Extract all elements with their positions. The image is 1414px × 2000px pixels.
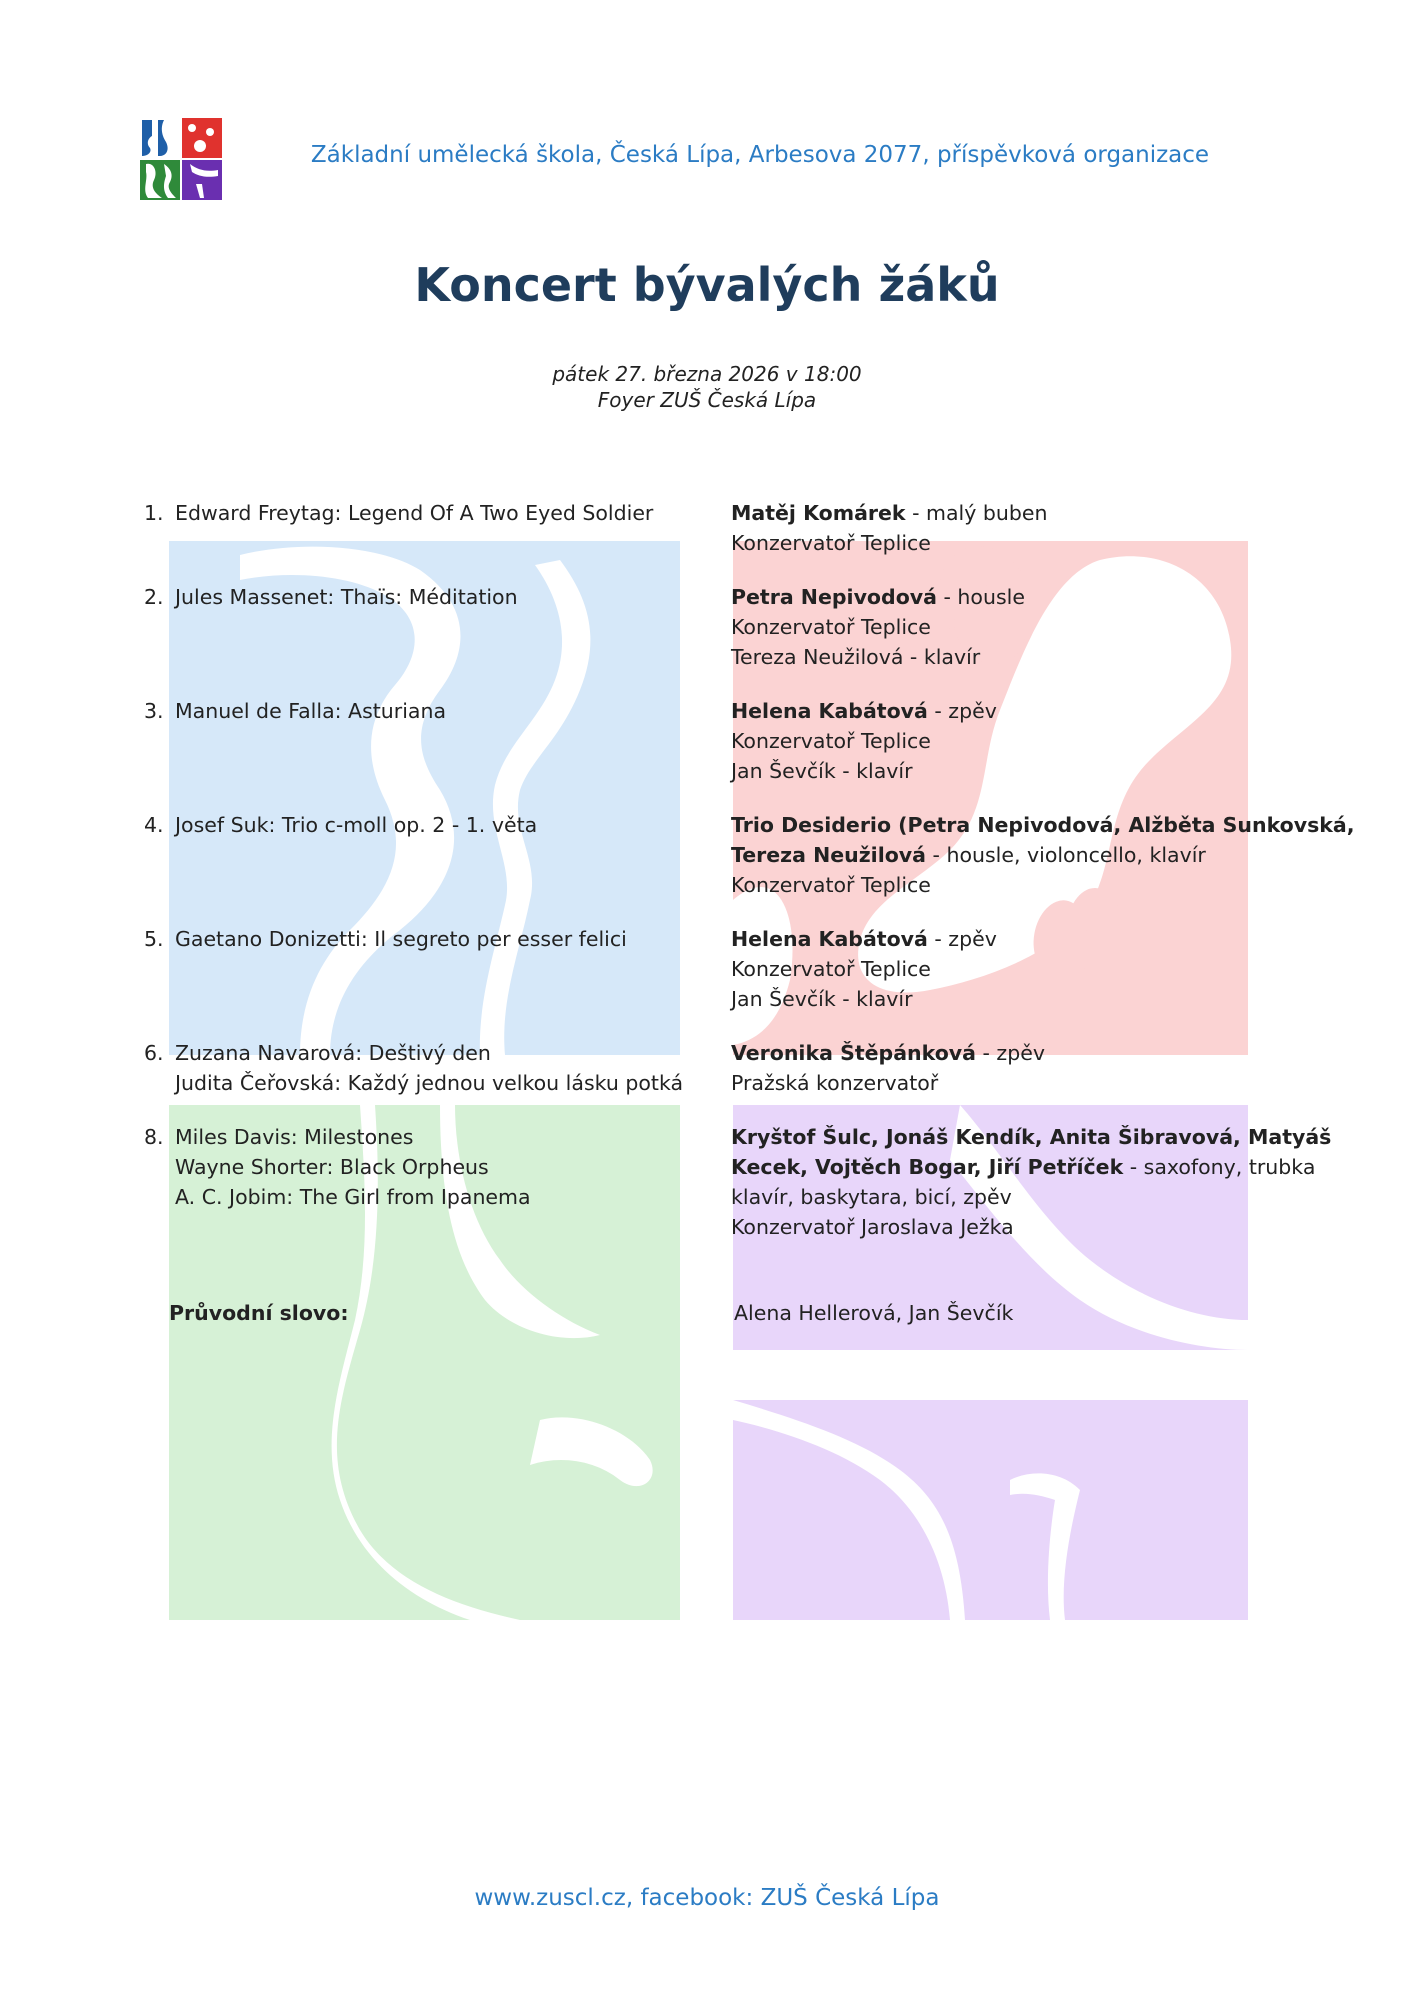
performer-instrument: - housle, violoncello, klavír: [926, 843, 1206, 867]
item-number: 3.: [144, 699, 164, 723]
performer-detail: Konzervatoř Teplice: [731, 957, 931, 981]
performer-detail: Pražská konzervatoř: [731, 1071, 939, 1095]
footer-links[interactable]: www.zuscl.cz, facebook: ZUŠ Česká Lípa: [474, 1885, 940, 1911]
school-logo: [140, 118, 222, 200]
piece: Gaetano Donizetti: Il segreto per esser felici: [175, 927, 627, 951]
performer-name: Veronika Štěpánková: [731, 1041, 976, 1065]
performer-detail: Jan Ševčík - klavír: [731, 759, 913, 783]
performer-name-cont: Kecek, Vojtěch Bogar, Jiří Petříček: [731, 1155, 1124, 1179]
piece: Wayne Shorter: Black Orpheus: [175, 1155, 489, 1179]
performer: [731, 924, 997, 954]
performer-name: Trio Desiderio (Petra Nepivodová, Alžběta Sunkovská,: [731, 813, 1355, 837]
item-number: 4.: [144, 813, 164, 837]
performer-detail: Konzervatoř Teplice: [731, 729, 931, 753]
performer: [731, 696, 997, 726]
item-number: 1.: [144, 501, 164, 525]
item-number: 6.: [144, 1041, 164, 1065]
concert-date: pátek 27. března 2026 v 18:00: [552, 362, 862, 386]
performer-instrument: - zpěv: [927, 927, 997, 951]
performer-instrument: - saxofony, trubka: [1123, 1155, 1316, 1179]
performer: [731, 1038, 1045, 1068]
performer-name-cont: Tereza Neužilová: [731, 843, 927, 867]
bg-blue-panel: [169, 541, 680, 1055]
piece: A. C. Jobim: The Girl from Ipanema: [175, 1185, 531, 1209]
piece: Josef Suk: Trio c-moll op. 2 - 1. věta: [175, 813, 538, 837]
performer-name: Kryštof Šulc, Jonáš Kendík, Anita Šibravová, Matyáš: [731, 1125, 1332, 1149]
item-number: 8.: [144, 1125, 164, 1149]
piece: Manuel de Falla: Asturiana: [175, 699, 447, 723]
performer-name: Matěj Komárek: [731, 501, 906, 525]
performer-name: Helena Kabátová: [731, 699, 928, 723]
performer-detail: Konzervatoř Teplice: [731, 615, 931, 639]
performer-name: Helena Kabátová: [731, 927, 928, 951]
performer: [731, 840, 1206, 870]
performer: [731, 582, 1025, 612]
performer-detail: Konzervatoř Jaroslava Ježka: [731, 1215, 1014, 1239]
piece: Edward Freytag: Legend Of A Two Eyed Soldier: [175, 501, 654, 525]
page-title: Koncert bývalých žáků: [414, 258, 1000, 312]
performer-instrument: - malý buben: [905, 501, 1048, 525]
performer-instrument: - zpěv: [976, 1041, 1045, 1065]
accompaniment-label: Průvodní slovo:: [169, 1301, 349, 1325]
performer-detail: Jan Ševčík - klavír: [731, 987, 913, 1011]
performer: [731, 1152, 1315, 1182]
piece: Jules Massenet: Thaïs: Méditation: [175, 585, 518, 609]
item-number: 5.: [144, 927, 164, 951]
piece: Judita Čeřovská: Každý jednou velkou lásku potká: [175, 1071, 684, 1095]
accompaniment-names: Alena Hellerová, Jan Ševčík: [734, 1301, 1014, 1325]
performer-detail: Konzervatoř Teplice: [731, 873, 931, 897]
item-number: 2.: [144, 585, 164, 609]
piece: Miles Davis: Milestones: [175, 1125, 414, 1149]
performer: [731, 498, 1048, 528]
school-name: Základní umělecká škola, Česká Lípa, Arbesova 2077, příspěvková organizace: [310, 142, 1210, 168]
concert-venue: Foyer ZUŠ Česká Lípa: [597, 388, 817, 412]
performer-instrument: - housle: [936, 585, 1025, 609]
performer-instrument: - zpěv: [927, 699, 997, 723]
piece: Zuzana Navarová: Deštivý den: [175, 1041, 491, 1065]
performer-name: Petra Nepivodová: [731, 585, 937, 609]
performer-detail: Tereza Neužilová - klavír: [731, 645, 981, 669]
performer-detail: Konzervatoř Teplice: [731, 531, 931, 555]
performer-detail: klavír, baskytara, bicí, zpěv: [731, 1185, 1012, 1209]
